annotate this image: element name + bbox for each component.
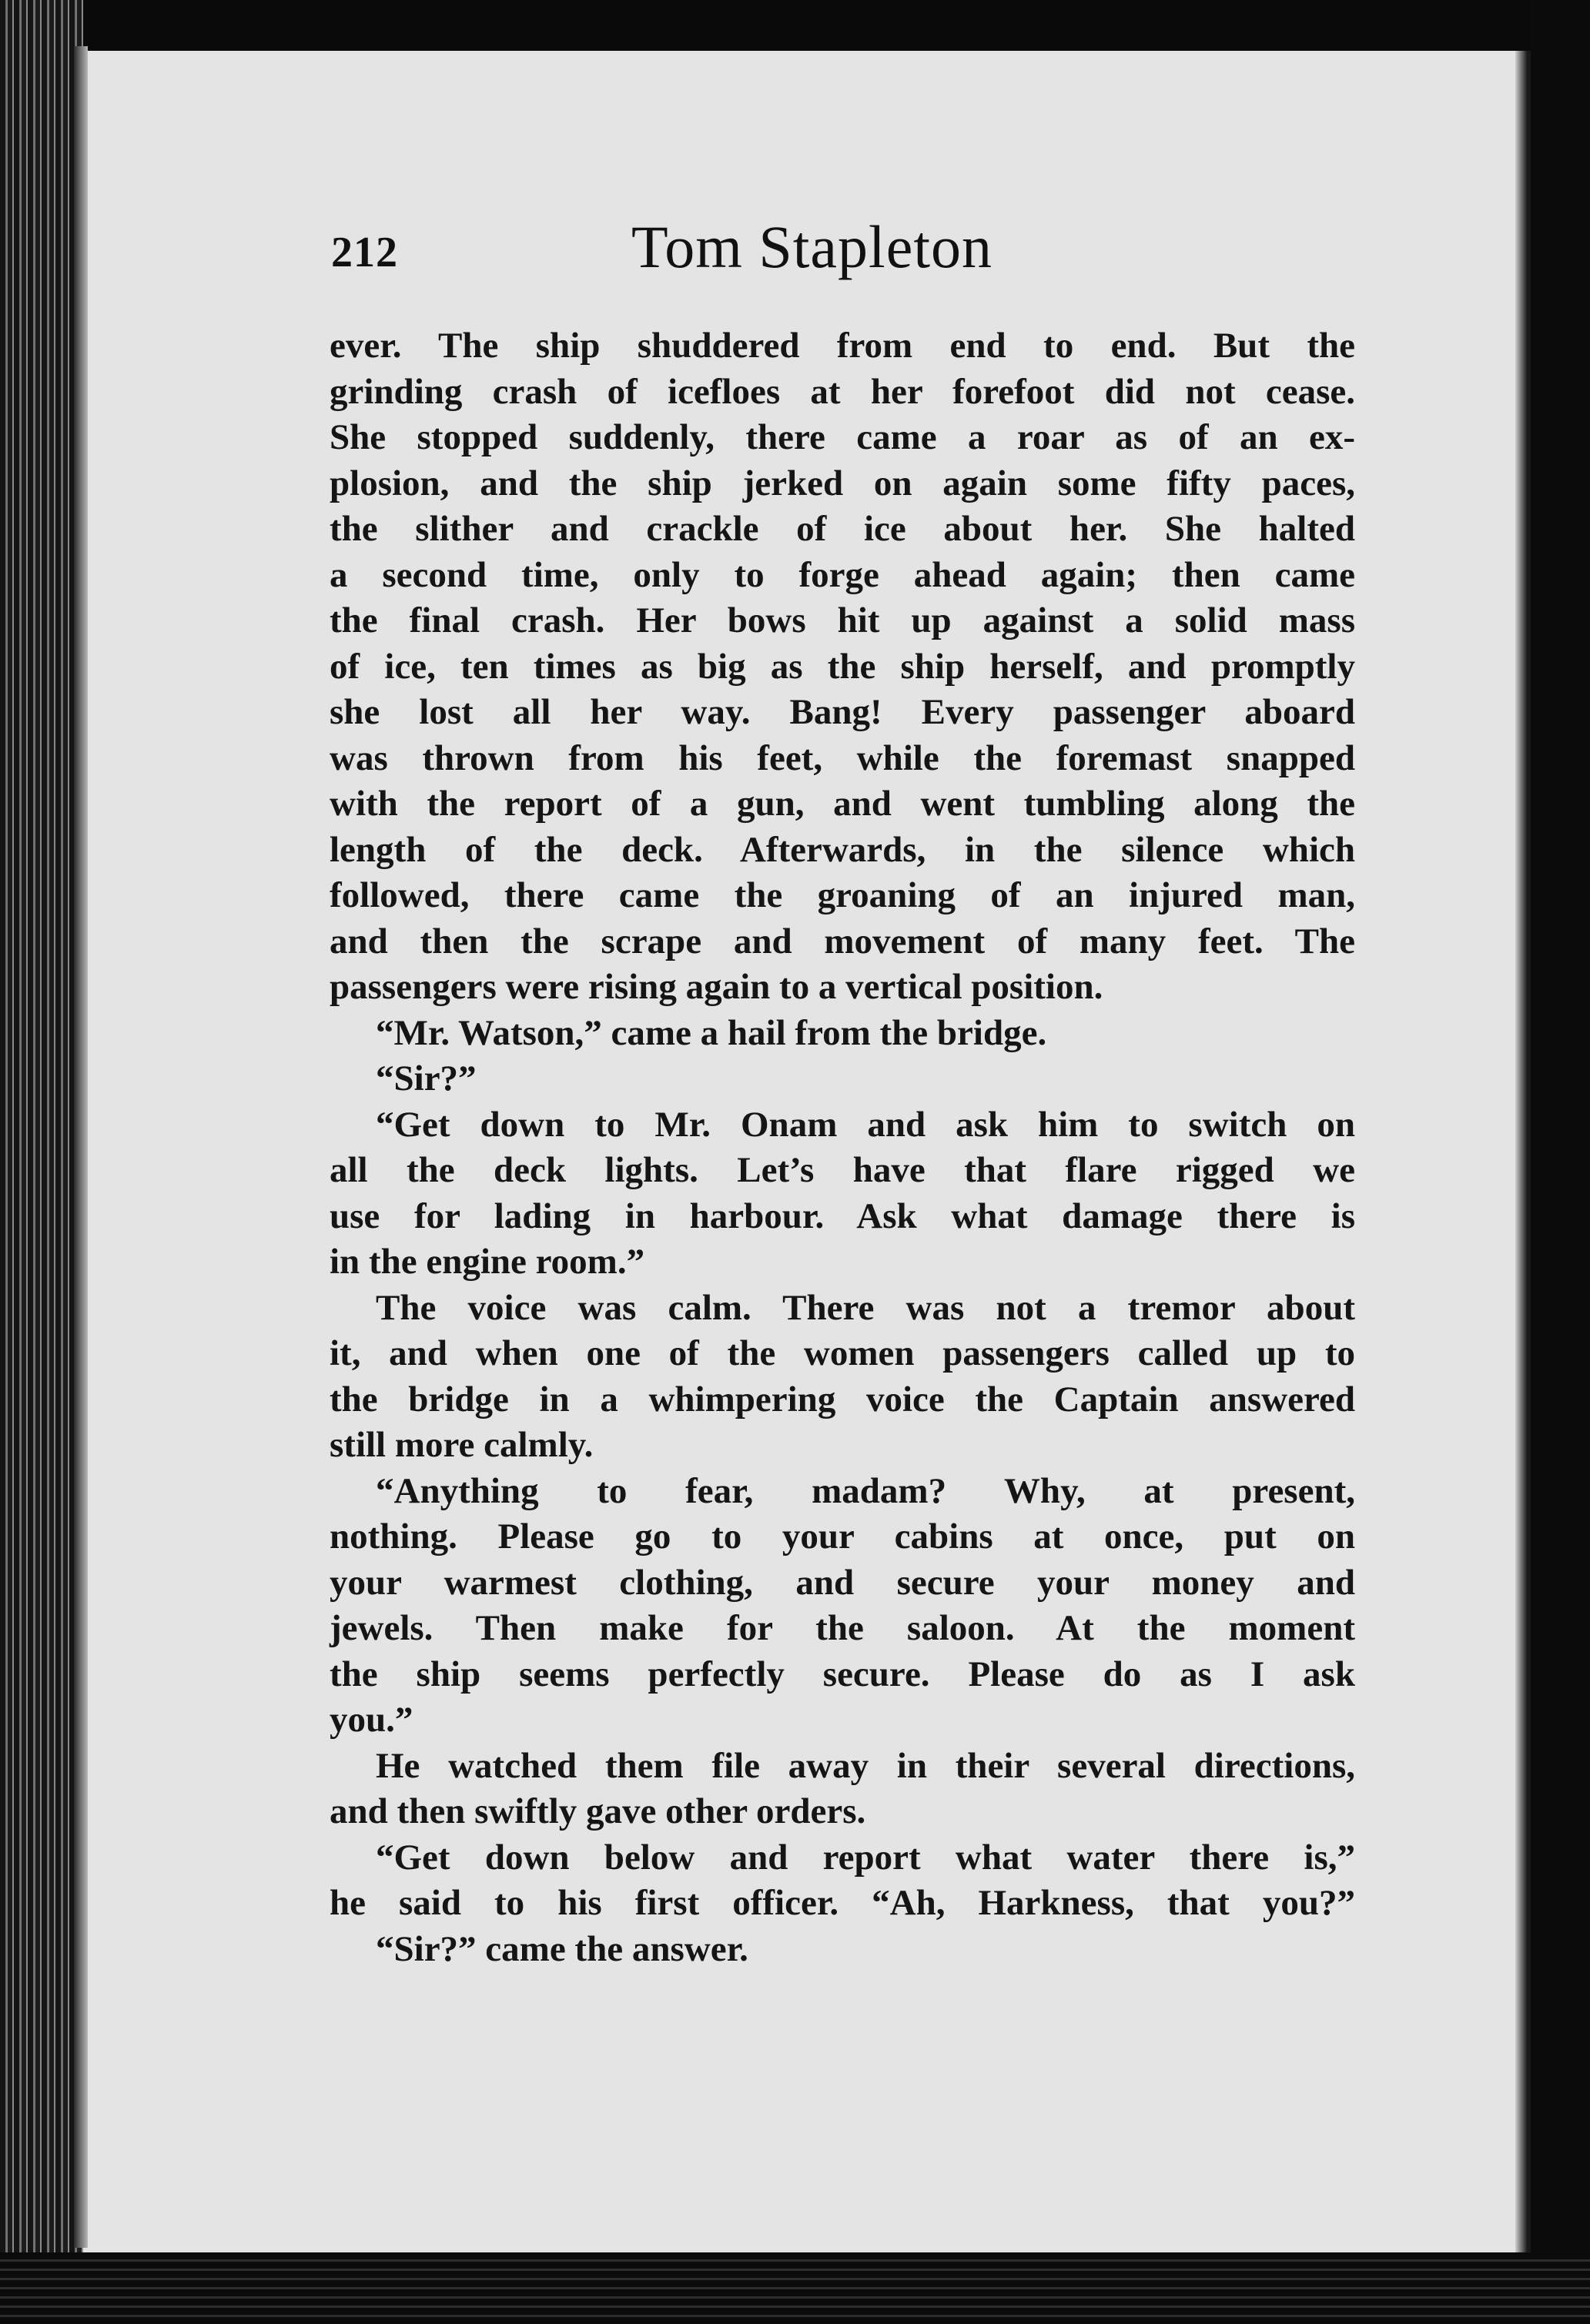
body-text	[330, 323, 1355, 1972]
text-line: the slither and crackle of ice about her. She halted	[330, 509, 1355, 549]
text-line: “Sir?”	[376, 1058, 477, 1098]
text-line: length of the deck. Afterwards, in the silence which	[330, 829, 1355, 870]
text-line: your warmest clothing, and secure your money and	[330, 1562, 1355, 1603]
text-line: She stopped suddenly, there came a roar as of an ex-	[330, 417, 1355, 457]
text-line: “Get down below and report what water there is,”	[376, 1837, 1355, 1878]
text-line: use for lading in harbour. Ask what damage there is	[330, 1195, 1355, 1236]
text-line: with the report of a gun, and went tumbling along the	[330, 784, 1355, 824]
text-line: it, and when one of the women passengers called up to	[330, 1333, 1355, 1373]
text-line: followed, there came the groaning of an injured man,	[330, 875, 1355, 915]
text-line: “Get down to Mr. Onam and ask him to switch on	[376, 1104, 1355, 1145]
text-line: of ice, ten times as big as the ship herself, and promptly	[330, 646, 1355, 687]
text-line: He watched them file away in their several directions,	[376, 1745, 1355, 1786]
text-line: still more calmly.	[330, 1425, 594, 1465]
text-line: he said to his first officer. “Ah, Harkness, that you?”	[330, 1883, 1355, 1923]
page-edge-right	[1515, 51, 1532, 2252]
text-line: all the deck lights. Let’s have that flare rigged we	[330, 1150, 1355, 1190]
book-spine	[0, 0, 83, 2324]
text-line: and then the scrape and movement of many feet. The	[330, 921, 1355, 961]
scan-border-bottom	[0, 2252, 1590, 2324]
running-title: Tom Stapleton	[631, 213, 993, 280]
text-line: The voice was calm. There was not a tremor about	[376, 1287, 1355, 1328]
text-line: in the engine room.”	[330, 1242, 645, 1282]
text-line: “Anything to fear, madam? Why, at present,	[376, 1470, 1355, 1511]
page-number: 212	[331, 229, 398, 276]
text-line: grinding crash of icefloes at her forefoot did not cease.	[330, 371, 1355, 412]
scan-border-right	[1531, 0, 1590, 2324]
text-line: the final crash. Her bows hit up against a solid mass	[330, 600, 1355, 640]
text-line: jewels. Then make for the saloon. At the moment	[330, 1608, 1355, 1648]
text-line: passengers were rising again to a vertical position.	[330, 967, 1103, 1007]
text-line: the bridge in a whimpering voice the Captain answered	[330, 1379, 1355, 1419]
spine-shadow	[74, 46, 88, 2248]
text-line: ever. The ship shuddered from end to end. But the	[330, 326, 1355, 366]
text-line: a second time, only to forge ahead again; then came	[330, 554, 1355, 595]
text-line: and then swiftly gave other orders.	[330, 1791, 866, 1831]
text-line: plosion, and the ship jerked on again some fifty paces,	[330, 463, 1355, 503]
text-line: nothing. Please go to your cabins at once, put on	[330, 1516, 1355, 1557]
text-line: you.”	[330, 1700, 413, 1740]
text-line: was thrown from his feet, while the foremast snapped	[330, 737, 1355, 778]
text-line: the ship seems perfectly secure. Please do as I ask	[330, 1654, 1355, 1694]
scan-border-top	[0, 0, 1590, 54]
text-line: “Sir?” came the answer.	[376, 1928, 748, 1969]
text-line: she lost all her way. Bang! Every passenger aboard	[330, 692, 1355, 732]
text-line: “Mr. Watson,” came a hail from the bridge.	[376, 1012, 1047, 1053]
